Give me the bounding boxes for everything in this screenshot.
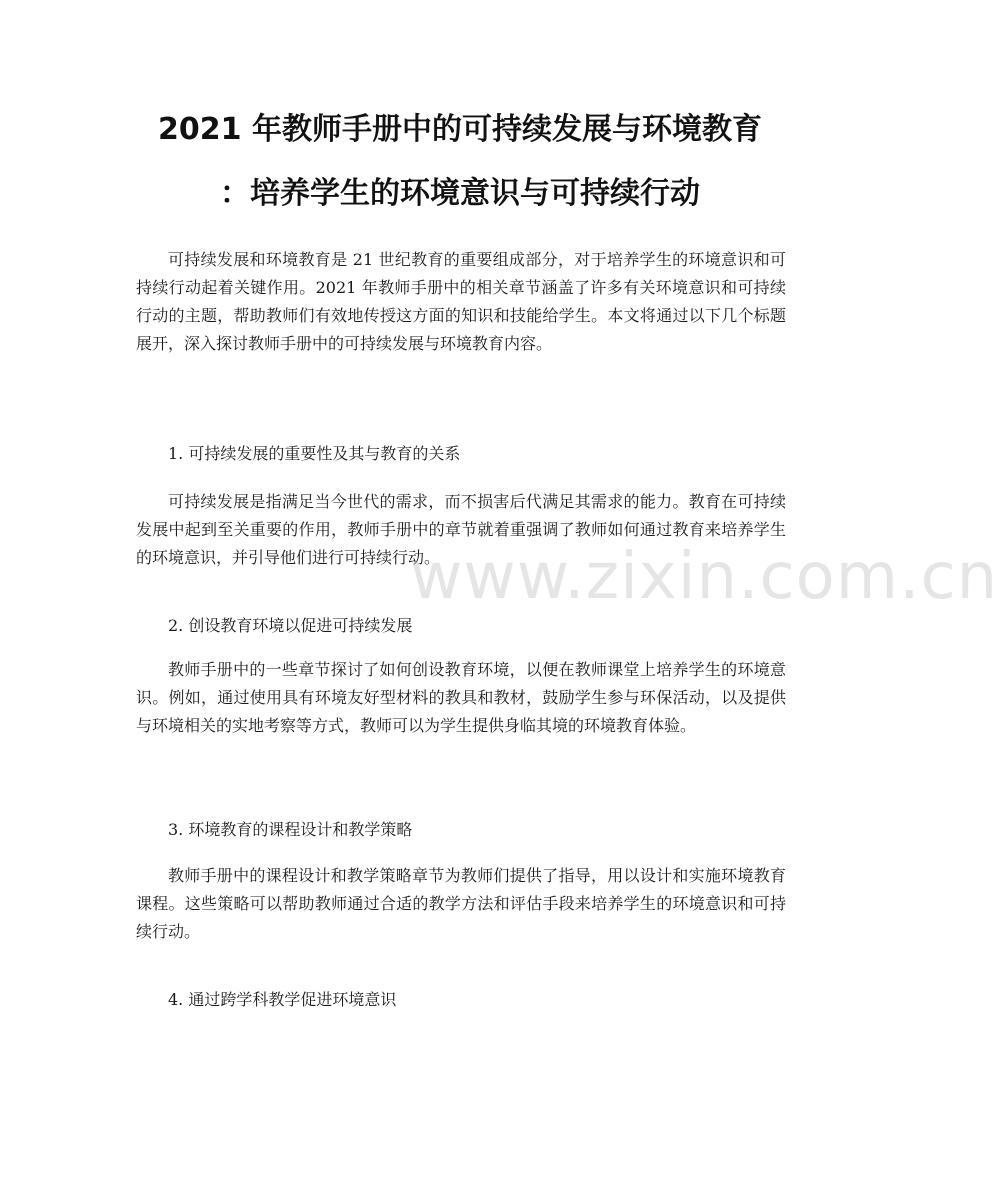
section-heading-1: 1. 可持续发展的重要性及其与教育的关系: [168, 444, 461, 463]
document-title-line2: ：培养学生的环境意识与可持续行动: [220, 176, 700, 211]
section-heading-2: 2. 创设教育环境以促进可持续发展: [168, 616, 413, 635]
document-title-line1: 2021 年教师手册中的可持续发展与环境教育: [158, 112, 762, 147]
section-body-1: 可持续发展是指满足当今世代的需求，而不损害后代满足其需求的能力。教育在可持续发展中起到至关重要的作用，教师手册中的章节就着重强调了教师如何通过教育来培养学生的环境意识，并引导他们进行可持续行动。: [136, 492, 786, 567]
watermark-text: www.zixin.com.cn: [410, 540, 998, 614]
section-heading-3: 3. 环境教育的课程设计和教学策略: [168, 820, 413, 839]
section-body-3: 教师手册中的课程设计和教学策略章节为教师们提供了指导，用以设计和实施环境教育课程。这些策略可以帮助教师通过合适的教学方法和评估手段来培养学生的环境意识和可持续行动。: [136, 866, 786, 941]
intro-paragraph: 可持续发展和环境教育是 21 世纪教育的重要组成部分，对于培养学生的环境意识和可持续行动起着关键作用。2021 年教师手册中的相关章节涵盖了许多有关环境意识和可持续行动的主题，帮助教师们有效地传授这方面的知识和技能给学生。本文将通过以下几个标题展开，深入探讨教师手册中的可持续发展与环境教育内容。: [136, 250, 786, 353]
section-heading-4: 4. 通过跨学科教学促进环境意识: [168, 990, 397, 1009]
section-body-2: 教师手册中的一些章节探讨了如何创设教育环境，以便在教师课堂上培养学生的环境意识。例如，通过使用具有环境友好型材料的教具和教材，鼓励学生参与环保活动，以及提供与环境相关的实地考察等方式，教师可以为学生提供身临其境的环境教育体验。: [136, 660, 786, 735]
